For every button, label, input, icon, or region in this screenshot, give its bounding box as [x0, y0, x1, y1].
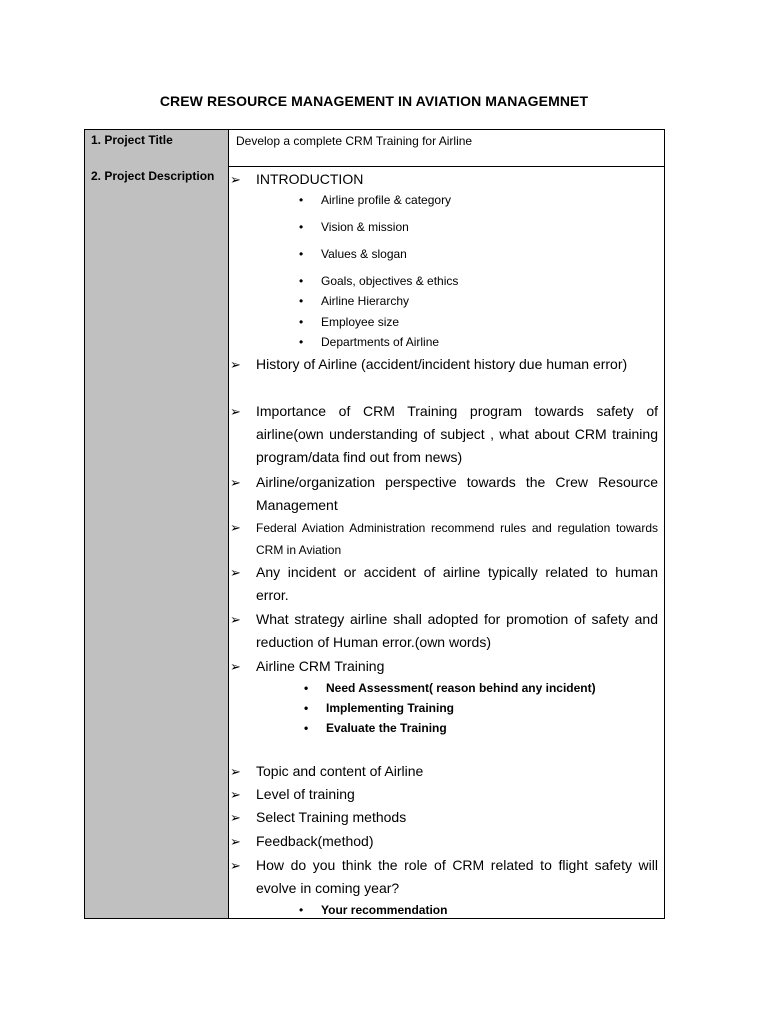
list-item: • Implementing Training: [304, 701, 455, 715]
arrow-item-level: ➢ Level of training: [256, 783, 658, 806]
arrow-bullet-icon: ➢: [230, 764, 241, 779]
project-title-row: [85, 130, 664, 167]
list-item: • Your recommendation: [299, 903, 448, 917]
bullet-dot-icon: •: [299, 335, 304, 349]
arrow-item-history: ➢ History of Airline (accident/incident history due human error): [256, 353, 658, 376]
list-item: • Vision & mission: [299, 220, 409, 234]
document-title: CREW RESOURCE MANAGEMENT IN AVIATION MANAGEMNET: [159, 93, 589, 109]
arrow-item-introduction: ➢ INTRODUCTION: [256, 168, 658, 191]
bullet-dot-icon: •: [299, 247, 304, 261]
arrow-item-topic: ➢ Topic and content of Airline: [256, 760, 658, 783]
arrow-item-faa: ➢ Federal Aviation Administration recommend rules and regulation towards CRM in Aviation: [256, 517, 658, 561]
arrow-bullet-icon: ➢: [230, 404, 241, 419]
list-item: • Employee size: [299, 315, 400, 329]
project-description-cell: [230, 166, 664, 918]
bullet-dot-icon: •: [304, 721, 309, 735]
arrow-bullet-icon: ➢: [230, 659, 241, 674]
project-title-label: 1. Project Title: [85, 130, 229, 166]
arrow-bullet-icon: ➢: [230, 787, 241, 802]
arrow-bullet-icon: ➢: [230, 834, 241, 849]
bullet-dot-icon: •: [299, 294, 304, 308]
project-table: [84, 129, 665, 919]
list-item: • Airline Hierarchy: [299, 294, 410, 308]
list-item: • Airline profile & category: [299, 193, 452, 207]
arrow-bullet-icon: ➢: [230, 612, 241, 627]
arrow-bullet-icon: ➢: [230, 858, 241, 873]
arrow-bullet-icon: ➢: [230, 565, 241, 580]
arrow-item-perspective: ➢ Airline/organization perspective towards the Crew Resource Management: [256, 471, 658, 517]
arrow-bullet-icon: ➢: [230, 172, 241, 187]
bullet-dot-icon: •: [299, 193, 304, 207]
project-description-row: [85, 166, 664, 918]
list-item: • Values & slogan: [299, 247, 407, 261]
arrow-bullet-icon: ➢: [230, 810, 241, 825]
project-title-cell: [230, 130, 664, 166]
arrow-item-role: ➢ How do you think the role of CRM related to flight safety will evolve in coming year?: [256, 854, 658, 900]
list-item: • Evaluate the Training: [304, 721, 447, 735]
bullet-dot-icon: •: [304, 701, 309, 715]
project-description-label: 2. Project Description: [85, 166, 229, 918]
arrow-item-strategy: ➢ What strategy airline shall adopted for promotion of safety and reduction of Human error.(own words): [256, 608, 658, 654]
arrow-item-importance: ➢ Importance of CRM Training program towards safety of airline(own understanding of subject , what about CRM training program/data find out from news): [256, 400, 658, 469]
arrow-item-incident: ➢ Any incident or accident of airline typically related to human error.: [256, 561, 658, 607]
arrow-item-feedback: ➢ Feedback(method): [256, 830, 658, 853]
bullet-dot-icon: •: [299, 274, 304, 288]
list-item: • Goals, objectives & ethics: [299, 274, 459, 288]
bullet-dot-icon: •: [299, 315, 304, 329]
bullet-dot-icon: •: [299, 220, 304, 234]
bullet-dot-icon: •: [299, 903, 304, 917]
arrow-bullet-icon: ➢: [230, 475, 241, 490]
arrow-item-crm-training: ➢ Airline CRM Training: [256, 655, 658, 678]
list-item: • Departments of Airline: [299, 335, 440, 349]
project-title-value: Develop a complete CRM Training for Airline: [236, 134, 473, 148]
arrow-item-methods: ➢ Select Training methods: [256, 806, 658, 829]
bullet-dot-icon: •: [304, 681, 309, 695]
list-item: • Need Assessment( reason behind any incident): [304, 681, 596, 695]
arrow-bullet-icon: ➢: [230, 357, 241, 372]
arrow-bullet-icon: ➢: [230, 520, 241, 535]
